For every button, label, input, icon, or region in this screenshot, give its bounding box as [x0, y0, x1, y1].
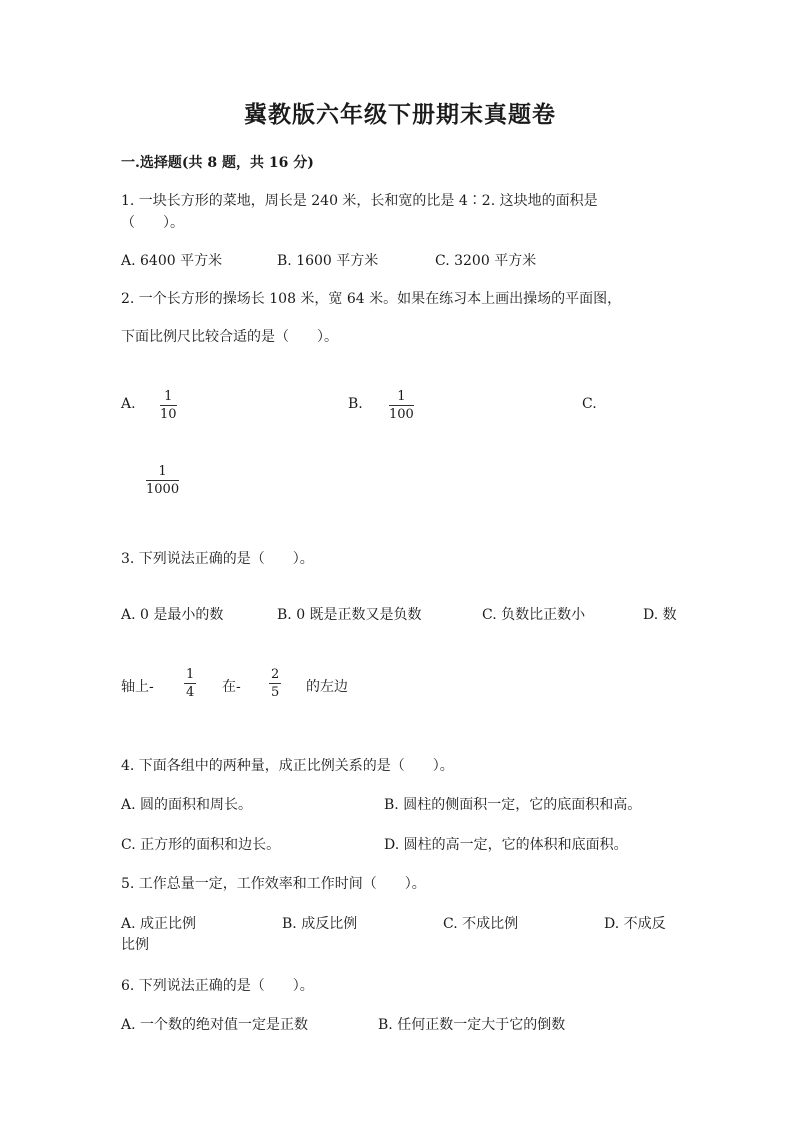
q3-option-d-mid: 在-: [222, 679, 241, 695]
q2-option-a-fraction: [160, 390, 177, 421]
q1-stem-line1: 1. 一块长方形的菜地，周长是 240 米，长和宽的比是 4∶2. 这块地的面积是: [121, 193, 598, 209]
q2-stem-line1: 2. 一个长方形的操场长 108 米，宽 64 米。如果在练习本上画出操场的平面图，: [121, 291, 622, 307]
q6-stem: 6. 下列说法正确的是（ ）。: [121, 978, 314, 994]
q1-option-c: C. 3200 平方米: [435, 253, 537, 269]
q1-option-a: A. 6400 平方米: [121, 253, 223, 269]
q2-option-c-fraction: [146, 465, 179, 496]
q4-stem: 4. 下面各组中的两种量，成正比例关系的是（ ）。: [121, 758, 454, 774]
q3-option-b: B. 0 既是正数又是负数: [277, 607, 422, 623]
q4-option-c: C. 正方形的面积和边长。: [121, 837, 281, 853]
q2-option-b-fraction: [389, 390, 414, 421]
q4-option-d: D. 圆柱的高一定，它的体积和底面积。: [384, 837, 628, 853]
q3-option-d-prefix: 轴上-: [121, 679, 154, 695]
q5-option-d-continued: 比例: [121, 937, 149, 953]
fraction-denominator: 1000: [146, 482, 180, 497]
q3-fraction-two-fifths: [269, 668, 281, 699]
section-heading: 一.选择题(共 8 题，共 16 分): [121, 155, 314, 171]
fraction-numerator: 1: [164, 389, 173, 404]
q3-fraction-one-quarter: [184, 668, 196, 699]
q6-option-a: A. 一个数的绝对值一定是正数: [121, 1017, 309, 1033]
q2-option-b-label: B.: [348, 396, 363, 412]
q2-stem-line2: 下面比例尺比较合适的是（ ）。: [121, 329, 338, 345]
q3-option-c: C. 负数比正数小: [482, 607, 586, 623]
fraction-numerator: 1: [158, 464, 167, 479]
q3-option-d-start: D. 数: [643, 607, 677, 623]
page-title: 冀教版六年级下册期末真题卷: [244, 101, 556, 128]
fraction-numerator: 1: [397, 389, 406, 404]
q6-option-b: B. 任何正数一定大于它的倒数: [378, 1017, 566, 1033]
fraction-numerator: 1: [186, 667, 195, 682]
q2-option-c-label: C.: [582, 396, 597, 412]
q5-option-a: A. 成正比例: [121, 916, 197, 932]
q5-option-d: D. 不成反: [604, 916, 666, 932]
q5-stem: 5. 工作总量一定，工作效率和工作时间（ ）。: [121, 876, 426, 892]
fraction-denominator: 4: [186, 685, 195, 700]
fraction-numerator: 2: [271, 667, 280, 682]
q2-option-a-label: A.: [121, 396, 136, 412]
q4-option-a: A. 圆的面积和周长。: [121, 797, 253, 813]
q1-option-b: B. 1600 平方米: [277, 253, 379, 269]
q3-option-a: A. 0 是最小的数: [121, 607, 224, 623]
q5-option-c: C. 不成比例: [443, 916, 519, 932]
q1-stem-line2: （ ）。: [121, 215, 184, 231]
q4-option-b: B. 圆柱的侧面积一定，它的底面积和高。: [384, 797, 642, 813]
q5-option-b: B. 成反比例: [282, 916, 358, 932]
fraction-denominator: 10: [160, 407, 177, 422]
q3-option-d-suffix: 的左边: [306, 679, 348, 695]
q3-stem: 3. 下列说法正确的是（ ）。: [121, 551, 314, 567]
fraction-denominator: 5: [271, 685, 280, 700]
fraction-denominator: 100: [389, 407, 414, 422]
